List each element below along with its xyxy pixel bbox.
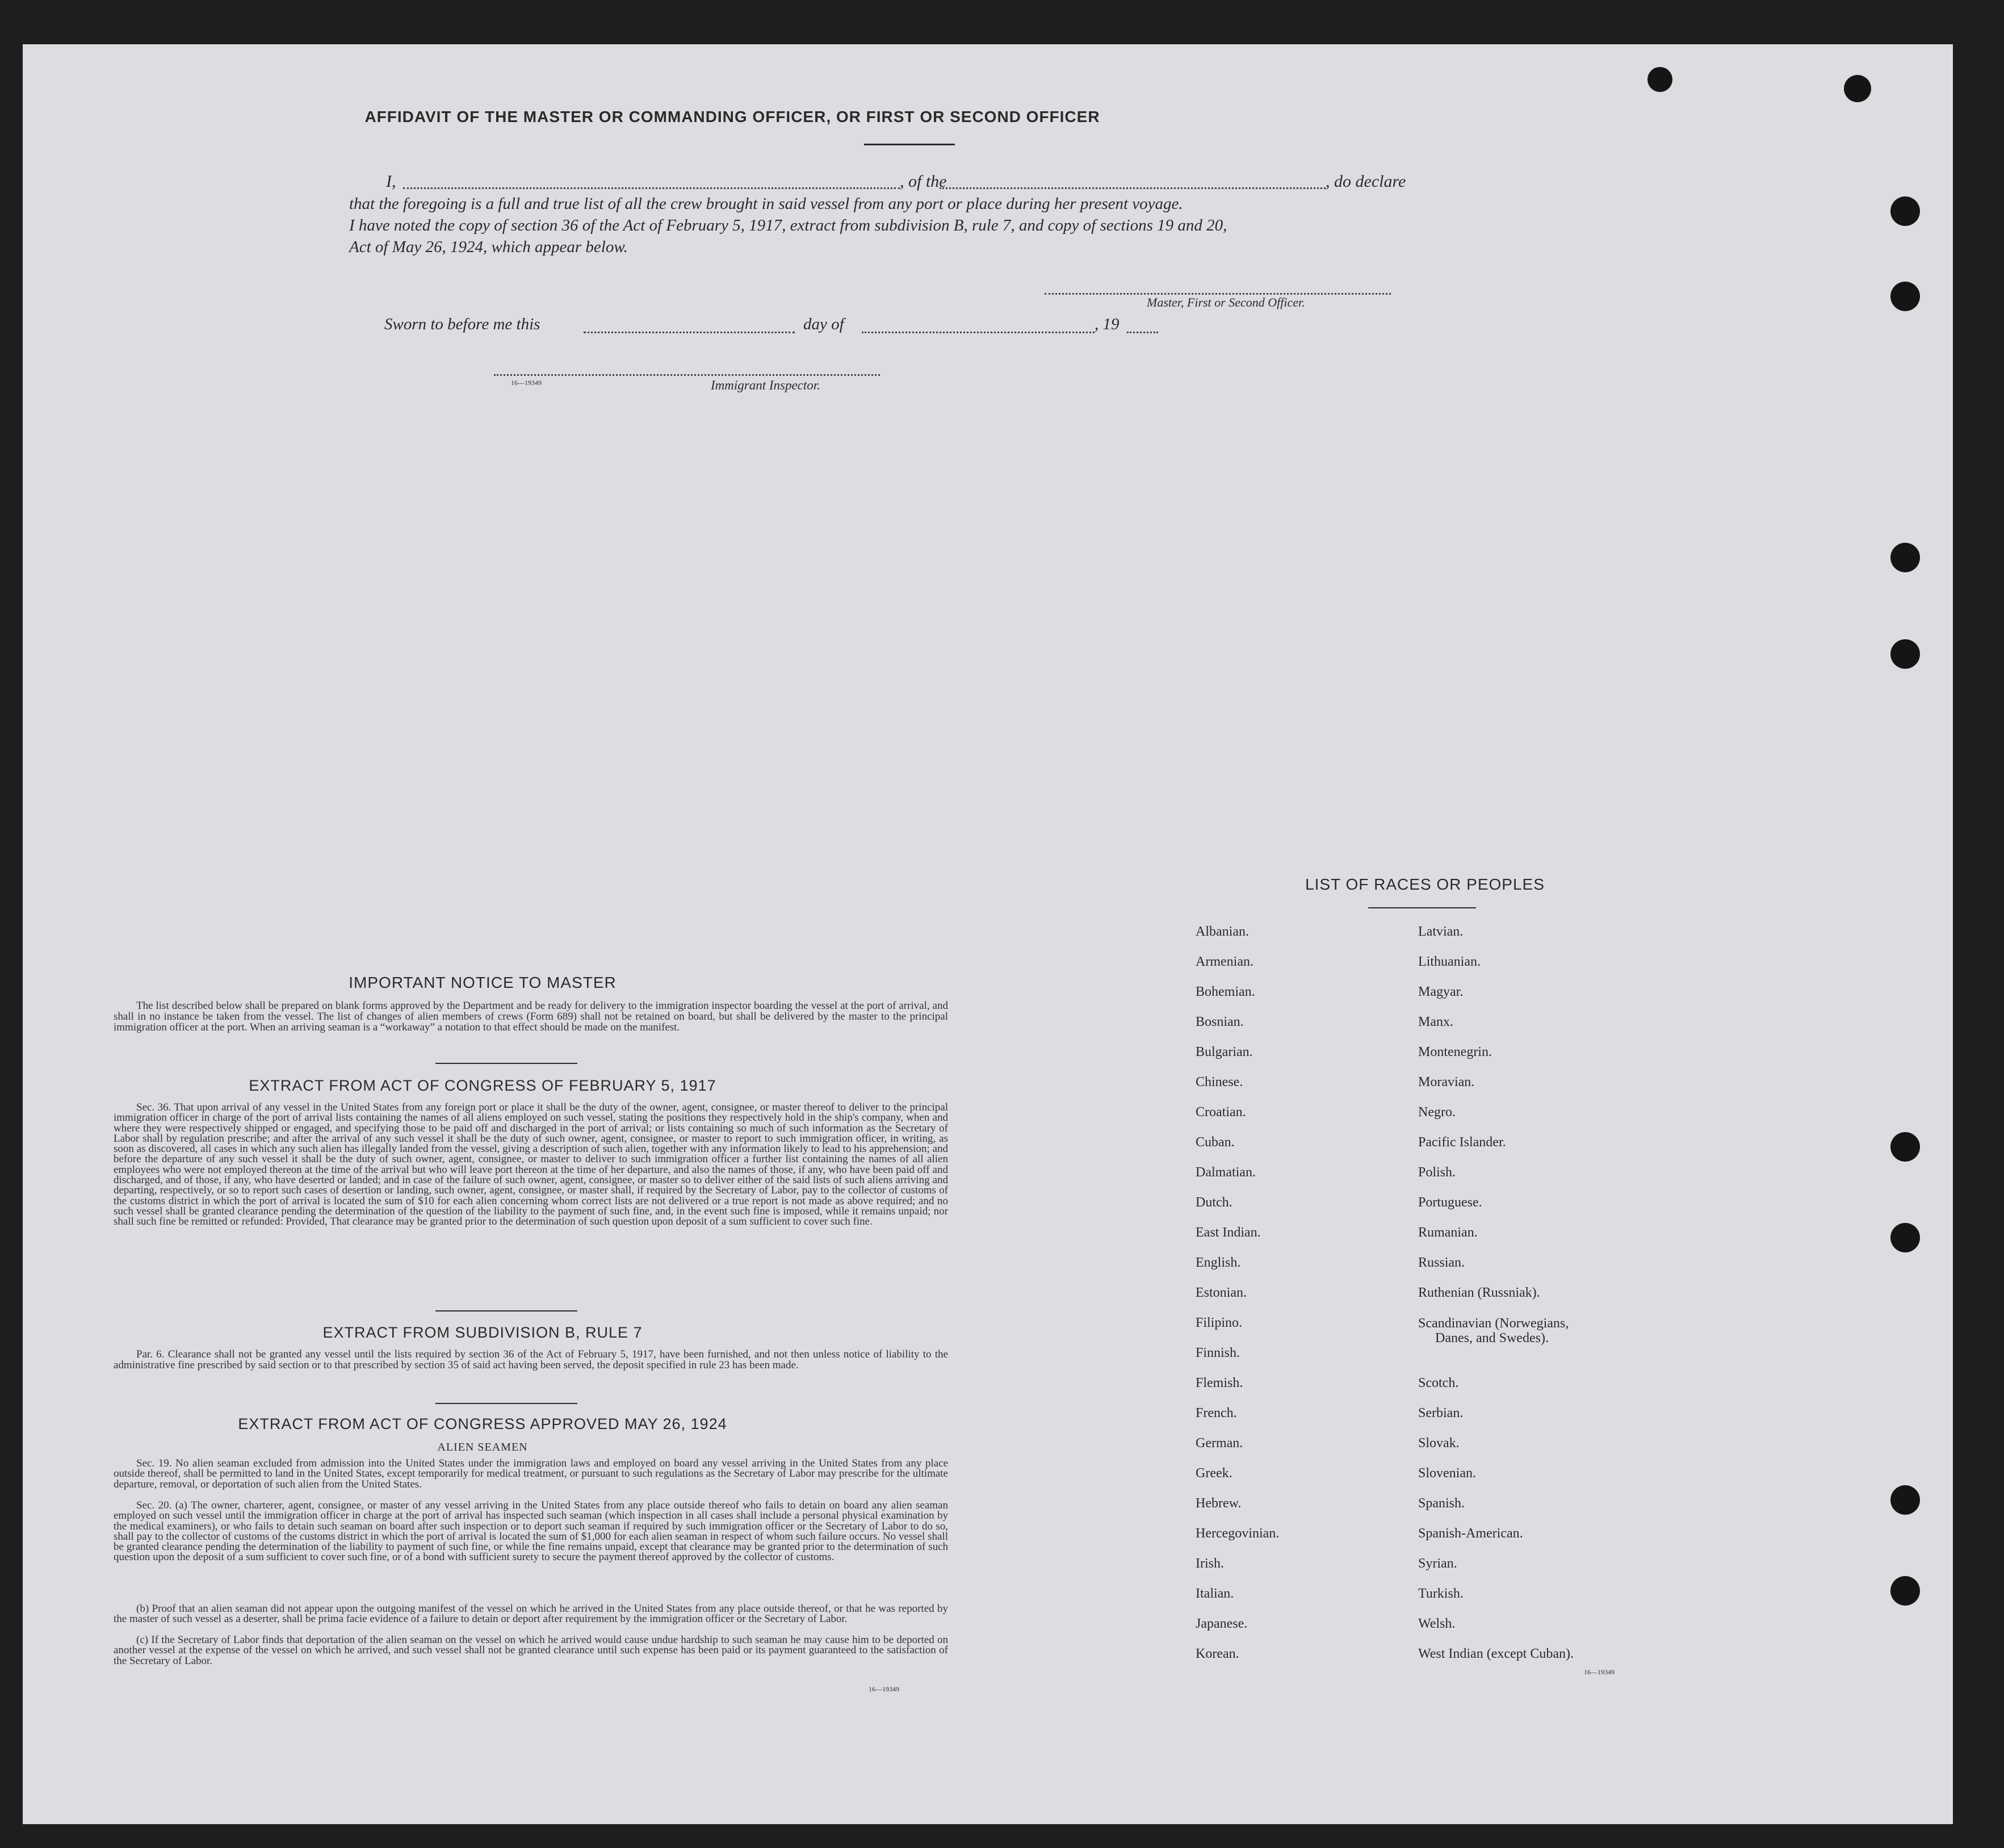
- race-item: Bosnian.: [1196, 1015, 1244, 1029]
- race-item: Scotch.: [1418, 1376, 1459, 1390]
- affidavit-i: I,: [386, 172, 396, 191]
- inspector-signature-field[interactable]: [494, 374, 880, 376]
- race-item: English.: [1196, 1255, 1241, 1270]
- race-item: Hercegovinian.: [1196, 1526, 1280, 1541]
- race-item-continuation: Danes, and Swedes).: [1435, 1331, 1549, 1346]
- act1917-title: EXTRACT FROM ACT OF CONGRESS OF FEBRUARY 5, 1917: [249, 1077, 716, 1094]
- sworn-day-field[interactable]: [584, 332, 795, 333]
- race-item: Serbian.: [1418, 1406, 1464, 1420]
- race-item: Rumanian.: [1418, 1225, 1478, 1240]
- act1917-text: Sec. 36. That upon arrival of any vessel in the United States from any foreign port or place it shall be the duty of the owner, agent, consignee, or master thereof to deliver to the principal immigration officer in charge of the port of arrival lists containing the names of all aliens employed on such vessel, stating the positions they respectively hold in the ship's company, when and where they were respectively shipped or engaged, and specifying those to be paid off and discharged in the port of arrival; or lists containing so much of such information as the Secretary of Labor shall by regulation prescribe; and after the arrival of any such vessel it shall be the duty of such owner, agent, consignee, or master to report to such immigration officer, in writing, as soon as discovered, all cases in which any such alien has illegally landed from the vessel, giving a description of such alien, together with any information likely to lead to his apprehension; and before the departure of any such vessel it shall be the duty of such owner, agent, consignee, or master to deliver to such immigration officer a further list containing the names of all alien employees who were not employed thereon at the time of the arrival but who will leave port thereon at the time of her departure, and also the names of those, if any, who have been paid off and discharged, and of those, if any, who have deserted or landed; and in case of the failure of such owner, agent, consignee, or master so to deliver either of the said lists of such aliens arriving and departing, respectively, or so to report such cases of desertion or landing, such owner, agent, consignee, or master shall, if required by the Secretary of Labor, pay to the collector of customs of the customs district in which the port of arrival is located the sum of $10 for each alien concerning whom correct lists are not delivered or a true report is not made as above required; and no such vessel shall be granted clearance pending the determination of the question of the liability to the payment of such fine, and, in the event such fine is imposed, while it remains unpaid; nor shall such fine be remitted or refunded: Provided, That clearance may be granted prior to the determination of such question upon deposit of a sum sufficient to cover such fine.: [114, 1101, 948, 1228]
- binder-hole-6: [1890, 639, 1920, 669]
- affidavit-line-4: Act of May 26, 1924, which appear below.: [349, 238, 628, 256]
- notice-title: IMPORTANT NOTICE TO MASTER: [349, 974, 617, 991]
- rule7-title: EXTRACT FROM SUBDIVISION B, RULE 7: [322, 1324, 643, 1341]
- race-item: Estonian.: [1196, 1285, 1247, 1300]
- affidavit-line-2: that the foregoing is a full and true list of all the crew brought in said vessel from any port or place during her present voyage.: [349, 195, 1183, 213]
- act1924-sec20b: (b) Proof that an alien seaman did not appear upon the outgoing manifest of the vessel on which he arrived in the United States from any place outside thereof, or that he was reported by the master of such vessel as a deserter, shall be prima facie evidence of a failure to detain or deport after requirement by the immigration officer or the Secretary of Labor.: [114, 1603, 948, 1625]
- act1917-rule: [435, 1310, 577, 1311]
- race-item: Armenian.: [1196, 954, 1253, 969]
- race-item: Croatian.: [1196, 1105, 1246, 1120]
- race-item: Montenegrin.: [1418, 1045, 1492, 1059]
- race-item: French.: [1196, 1406, 1237, 1420]
- binder-hole-1: [1647, 67, 1672, 92]
- binder-hole-4: [1890, 282, 1920, 311]
- race-item: Japanese.: [1196, 1616, 1248, 1631]
- race-item: Welsh.: [1418, 1616, 1456, 1631]
- race-item: Turkish.: [1418, 1586, 1464, 1601]
- race-item: Spanish-American.: [1418, 1526, 1523, 1541]
- act1924-title: EXTRACT FROM ACT OF CONGRESS APPROVED MAY 26, 1924: [238, 1415, 727, 1432]
- race-item: Dutch.: [1196, 1195, 1232, 1210]
- race-item: Albanian.: [1196, 924, 1249, 939]
- race-item: Cuban.: [1196, 1135, 1235, 1150]
- act1924-sec20a: Sec. 20. (a) The owner, charterer, agent, consignee, or master of any vessel arriving in the United States from any place outside thereof who fails to detain on board any alien seaman employed on such vessel until the immigration officer in charge at the port of arrival has inspected such seaman (which inspection in all cases shall include a personal physical examination by the medical examiners), or who fails to detain such seaman on board after such inspection or to deport such seaman if required by such immigration officer or the Secretary of Labor to do so, shall pay to the collector of customs of the customs district in which the port of arrival is located the sum of $1,000 for each alien seaman in respect of whom such failure occurs. No vessel shall be granted clearance pending the determination of the liability to payment of such fine, or while the fine remains unpaid, except that clearance may be granted prior to the determination of such question upon the deposit of a sum sufficient to cover such fine, or of a bond with sufficient surety to secure the payment thereof approved by the collector of customs.: [114, 1499, 948, 1564]
- sworn-day-of: day of: [803, 315, 844, 333]
- race-item: Dalmatian.: [1196, 1165, 1256, 1180]
- notice-text: The list described below shall be prepared on blank forms approved by the Department and be ready for delivery to the immigration inspector boarding the vessel at the port of arrival, and shall in no instance be taken from the vessel. The list of changes of alien members of crews (Form 689) shall not be retained on board, but shall be delivered by the master to the principal immigration officer at the port. When an arriving seaman is a “workaway” a notation to that effect should be made on the manifest.: [114, 1000, 948, 1033]
- races-title: LIST OF RACES OR PEOPLES: [1305, 875, 1545, 893]
- race-item: East Indian.: [1196, 1225, 1261, 1240]
- race-item: Slovenian.: [1418, 1466, 1476, 1481]
- document-sheet: [23, 44, 1953, 1824]
- inspector-label: Immigrant Inspector.: [711, 378, 820, 392]
- race-item: Chinese.: [1196, 1075, 1243, 1089]
- race-item: Russian.: [1418, 1255, 1465, 1270]
- act1924-form-number: 16—19349: [869, 1685, 899, 1693]
- race-item: Portuguese.: [1418, 1195, 1482, 1210]
- affidavit-title-rule: [864, 144, 955, 145]
- races-form-number: 16—19349: [1584, 1668, 1615, 1676]
- race-item: Italian.: [1196, 1586, 1234, 1601]
- race-item: Filipino.: [1196, 1315, 1243, 1330]
- affidavit-of-the: , of the: [900, 172, 947, 191]
- affidavit-vessel-field[interactable]: [940, 187, 1326, 189]
- act1924-sec20c: (c) If the Secretary of Labor finds that deportation of the alien seaman on the vessel on which he arrived would cause undue hardship to such seaman he may cause him to be deported on another vessel at the expense of the vessel on which he arrived, and such vessel shall not be granted clearance until such expense has been paid or its payment guaranteed to the satisfaction of the Secretary of Labor.: [114, 1634, 948, 1667]
- race-item: Lithuanian.: [1418, 954, 1481, 969]
- race-item: Bulgarian.: [1196, 1045, 1253, 1059]
- race-item: Korean.: [1196, 1646, 1239, 1661]
- race-item: Moravian.: [1418, 1075, 1475, 1089]
- race-item: Polish.: [1418, 1165, 1456, 1180]
- race-item: Greek.: [1196, 1466, 1232, 1481]
- race-item: Syrian.: [1418, 1556, 1457, 1571]
- notice-rule: [435, 1063, 577, 1064]
- binder-hole-10: [1890, 1576, 1920, 1606]
- sworn-year: , 19: [1095, 315, 1120, 333]
- race-item: Spanish.: [1418, 1496, 1465, 1511]
- act1924-sec19: Sec. 19. No alien seaman excluded from admission into the United States under the immigration laws and employed on board any vessel arriving in the United States from any place outside thereof, shall be permitted to land in the United States, except temporarily for medical treatment, or pursuant to such regulations as the Secretary of Labor may prescribe for the ultimate departure, removal, or deportation of such alien from the United States.: [114, 1457, 948, 1490]
- affidavit-form-number: 16—19349: [511, 379, 542, 387]
- race-item: Magyar.: [1418, 984, 1464, 999]
- sworn-year-field[interactable]: [1127, 332, 1158, 333]
- signature-label: Master, First or Second Officer.: [1147, 295, 1305, 309]
- act1924-subtitle: ALIEN SEAMEN: [437, 1441, 528, 1453]
- race-item: Ruthenian (Russniak).: [1418, 1285, 1540, 1300]
- binder-hole-8: [1890, 1223, 1920, 1252]
- sworn-month-field[interactable]: [862, 332, 1095, 333]
- race-item: Negro.: [1418, 1105, 1456, 1120]
- affidavit-name-field[interactable]: [403, 187, 900, 189]
- race-item: Finnish.: [1196, 1346, 1240, 1360]
- signature-field[interactable]: [1045, 293, 1391, 295]
- race-item: Scandinavian (Norwegians,: [1418, 1316, 1569, 1331]
- race-item: German.: [1196, 1436, 1243, 1451]
- affidavit-title: AFFIDAVIT OF THE MASTER OR COMMANDING OFFICER, OR FIRST OR SECOND OFFICER: [364, 108, 1100, 125]
- race-item: Pacific Islander.: [1418, 1135, 1506, 1150]
- binder-hole-5: [1890, 543, 1920, 572]
- binder-hole-2: [1844, 75, 1871, 102]
- race-item: Slovak.: [1418, 1436, 1460, 1451]
- binder-hole-9: [1890, 1485, 1920, 1515]
- race-item: West Indian (except Cuban).: [1418, 1646, 1574, 1661]
- binder-hole-7: [1890, 1132, 1920, 1162]
- rule7-rule: [435, 1403, 577, 1404]
- races-title-rule: [1368, 907, 1476, 908]
- race-item: Flemish.: [1196, 1376, 1243, 1390]
- race-item: Manx.: [1418, 1015, 1453, 1029]
- binder-hole-3: [1890, 196, 1920, 226]
- affidavit-line-3: I have noted the copy of section 36 of the Act of February 5, 1917, extract from subdivision B, rule 7, and copy of sections 19 and 20,: [349, 216, 1227, 234]
- sworn-prefix: Sworn to before me this: [384, 315, 540, 333]
- race-item: Hebrew.: [1196, 1496, 1242, 1511]
- affidavit-do-declare: , do declare: [1326, 172, 1406, 191]
- race-item: Latvian.: [1418, 924, 1464, 939]
- race-item: Irish.: [1196, 1556, 1224, 1571]
- race-item: Bohemian.: [1196, 984, 1255, 999]
- rule7-text: Par. 6. Clearance shall not be granted any vessel until the lists required by section 36 of the Act of February 5, 1917, have been furnished, and not then unless notice of liability to the administrative fine prescribed by said section or to that prescribed by section 35 of said act having been served, the deposit specified in rule 23 has been made.: [114, 1348, 948, 1371]
